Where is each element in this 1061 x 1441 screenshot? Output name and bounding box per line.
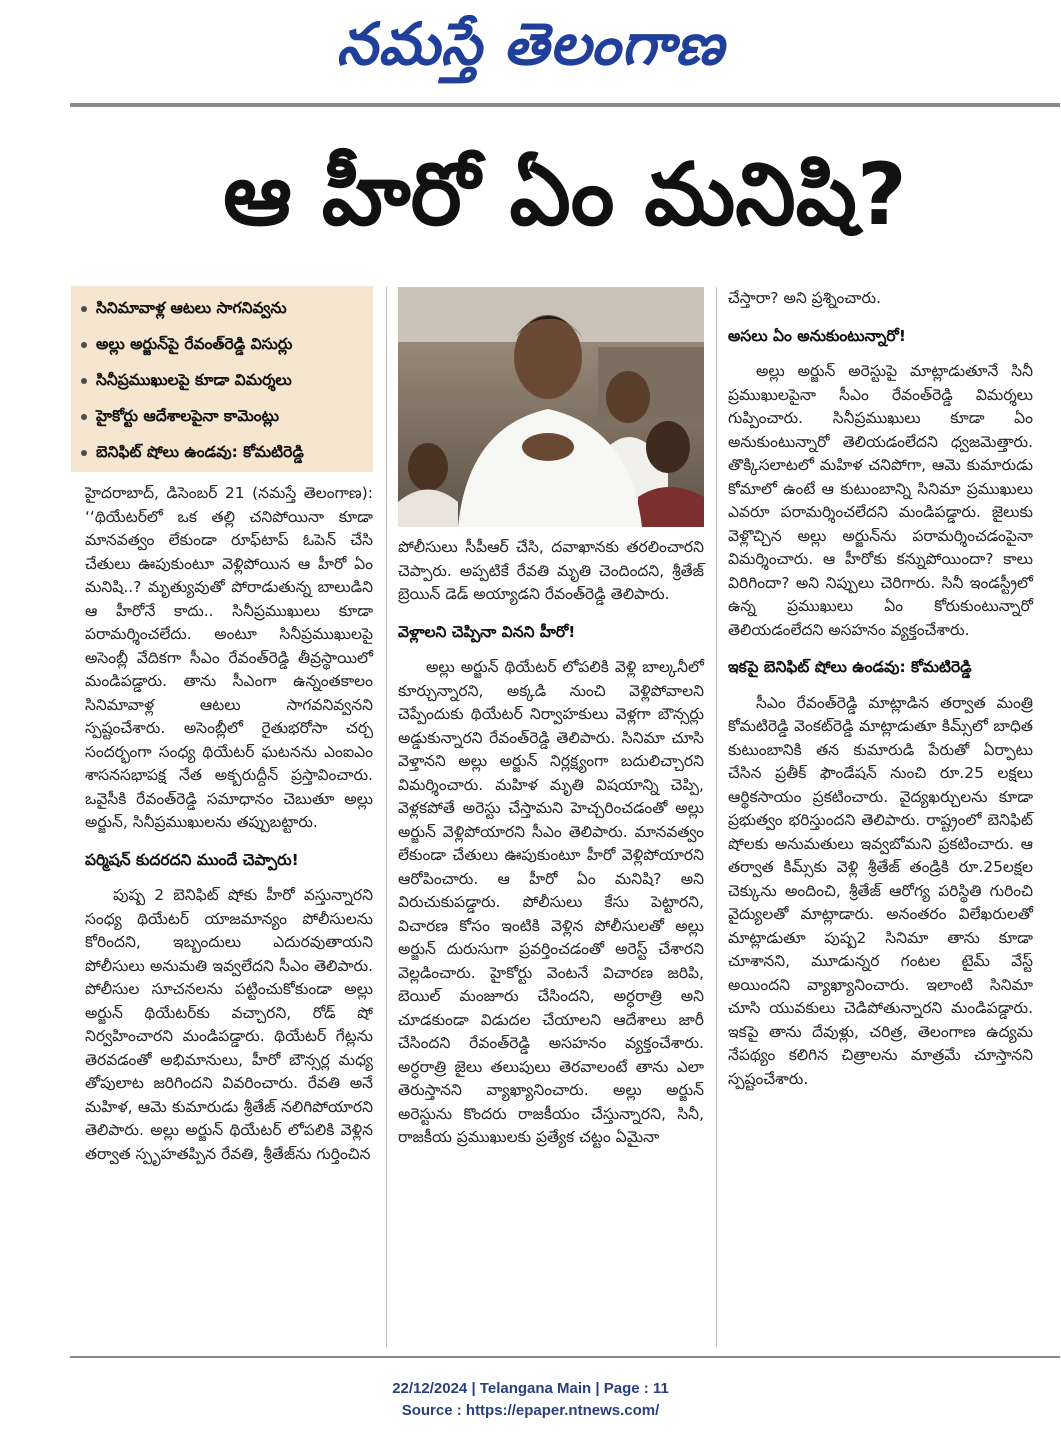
top-rule: [70, 103, 1060, 107]
bullet-icon: [81, 342, 87, 348]
footer-source-link[interactable]: Source : https://epaper.ntnews.com/: [401, 1402, 660, 1419]
article-intro: హైదరాబాద్, డిసెంబర్ 21 (నమస్తే తెలంగాణ): ‘‘థియేటర్‌లో ఒక తల్లి చనిపోయినా కూడా మానవత్వం లేకుండా రూఫ్‌టాప్ ఓపెన్ చేసి చేతులు ఊపుకుంటూ వెళ్లిపోయిన ఆ హీరో ఏం మనిషి..? మృత్యువుతో పోరాడుతున్న బాలుడిని ఆ హీరోనే కాదు.. సినీప్రముఖులు కూడా పరామర్శించలేదు. అంటూ సినీప్రముఖులపై అసెంబ్లీ వేదికగా సీఎం రేవంత్‌రెడ్డి తీవ్రస్థాయిలో మండిపడ్డారు. తాను సీఎంగా ఉన్నంతకాలం సినిమావాళ్ల ఆటలు సాగవనివ్వనని స్పష్టంచేశారు. అసెంబ్లీలో రైతుభరోసా చర్చ సందర్భంగా సంధ్య థియేటర్ ఘటనను ఎంఐఎం శాసనసభాపక్ష నేత అక్బరుద్దీన్ ప్రస్తావించారు. ఒవైసీకి రేవంత్‌రెడ్డి సమాధానం చెబుతూ అల్లు అర్జున్, సినీప్రముఖులను తప్పుబట్టారు.: [85, 484, 373, 831]
column-divider: [716, 287, 717, 1347]
highlight-item: హైకోర్టు ఆదేశాలపైనా కామెంట్లు: [81, 398, 373, 434]
highlight-item: సినీప్రముఖులపై కూడా విమర్శలు: [81, 362, 373, 398]
subheading: ఇకపై బెనిఫిట్ షోలు ఉండవు: కోమటిరెడ్డి: [728, 658, 972, 676]
article-paragraph: పుష్ప 2 బెనిఫిట్ షోకు హీరో వస్తున్నారని సంధ్య థియేటర్ యాజమాన్యం పోలీసులను కోరిందని, ఇబ్బందులు ఎదురవుతాయని పోలీసులు అనుమతి ఇవ్వలేదని సీఎం తెలిపారు. పోలీసుల సూచనలను పట్టించుకోకుండా అల్లు అర్జున్ థియేటర్‌కు వచ్చారని, రోడ్ షో నిర్వహించారని మండిపడ్డారు. థియేటర్ గేట్లను తెరవడంతో అభిమానులు, హీరో బౌన్సర్ల మధ్య తోపులాట జరిగిందని వివరించారు. రేవతి అనే మహిళ, ఆమె కుమారుడు శ్రీతేజ్ నలిగిపోయారని తెలిపారు. అల్లు అర్జున్ థియేటర్ లోపలికి వెళ్లిన తర్వాత స్పృహతప్పిన రేవతి, శ్రీతేజ్‌ను గుర్తించిన: [85, 886, 373, 1163]
article-paragraph: సీఎం రేవంత్‌రెడ్డి మాట్లాడిన తర్వాత మంత్రి కోమటిరెడ్డి వెంకట్‌రెడ్డి మాట్లాడుతూ కిమ్స్‌లో బాధిత కుటుంబానికి తన కుమారుడి పేరుతో ఏర్పాటు చేసిన ప్రతీక్ ఫౌండేషన్ నుంచి రూ.25 లక్షలు ఆర్థికసాయం ప్రకటించారు. వైద్యఖర్చులను కూడా ప్రభుత్వం భరిస్తుందని తెలిపారు. రాష్ట్రంలో బెనిఫిట్ షోలకు అనుమతులు ఇవ్వబోమని ప్రకటించారు. ఆ తర్వాత కిమ్స్‌కు వెళ్లి శ్రీతేజ్ తండ్రికి రూ.25లక్షల చెక్కును అందించి, శ్రీతేజ్ ఆరోగ్య పరిస్థితి గురించి వైద్యులతో మాట్లాడారు. అనంతరం విలేఖరులతో మాట్లాడుతూ పుష్ప2 సినిమా తాను కూడా చూశానని, మూడున్నర గంటల టైమ్ వేస్ట్ అయిందని వ్యాఖ్యానించారు. ఇలాంటి సినిమా చూసి యువకులు చెడిపోతున్నారని మండిపడ్డారు. ఇకపై తాను దేవుళ్లు, చరిత్ర, తెలంగాణ ఉద్యమ నేపథ్యం కలిగిన చిత్రాలను మాత్రమే చూస్తానని స్పష్టంచేశారు.: [728, 693, 1033, 1088]
masthead-logo: నమస్తే తెలంగాణ: [336, 10, 725, 78]
article-paragraph: పోలీసులు సీపీఆర్ చేసి, దవాఖానకు తరలించారని చెప్పారు. అప్పటికే రేవతి మృతి చెందిందని, శ్రీతేజ్ బ్రెయిన్ డెడ్ అయ్యాడని రేవంత్‌రెడ్డి తెలిపారు.: [398, 538, 704, 603]
article-paragraph: అల్లు అర్జున్ థియేటర్ లోపలికి వెళ్లి బాల్కనీలో కూర్చున్నారని, అక్కడి నుంచి వెళ్లిపోవాలని చెప్పేందుకు థియేటర్ నిర్వాహకులు వెళ్లగా బౌన్సర్లు అడ్డుకున్నారని రేవంత్‌రెడ్డి తెలిపారు. సినిమా చూసి వెళ్తానని అల్లు అర్జున్ నిర్లక్ష్యంగా బదులిచ్చారని విమర్శించారు. మహిళ మృతి విషయాన్ని చెప్పి, వెళ్లకపోతే అరెస్టు చేస్తామని హెచ్చరించడంతో అల్లు అర్జున్ వెళ్లిపోయారని సీఎం తెలిపారు. మానవత్వం లేకుండా చేతులు ఊపుకుంటూ హీరో వెళ్లిపోయారని ఆరోపించారు. ఆ హీరో ఏం మనిషి? అని విరుచుకుపడ్డారు. పోలీసులు కేసు పెట్టారని, విచారణ కోసం ఇంటికి వెళ్లిన పోలీసులతో అల్లు అర్జున్ దురుసుగా ప్రవర్తించడంతో అరెస్ట్ చేశారని వెల్లడించారు. హైకోర్టు వెంటనే విచారణ జరిపి, బెయిల్ మంజూరు చేసిందని, అర్ధరాత్రి అని చూడకుండా విడుదల చేయాలని ఆదేశాలు జారీ చేసిందని రేవంత్‌రెడ్డి అసహనం వ్యక్తంచేశారు. అర్ధరాత్రి జైలు తలుపులు తెరవాలంటే తాను ఎలా తెరుస్తానని వ్యాఖ్యానించారు. అల్లు అర్జున్ అరెస్టును కొందరు రాజకీయం చేస్తున్నారని, సినీ, రాజకీయ ప్రముఖులకు ప్రత్యేక చట్టం ఏమైనా: [398, 658, 704, 1146]
article-paragraph: చేస్తారా? అని ప్రశ్నించారు.: [728, 289, 881, 307]
article-paragraph: అల్లు అర్జున్ అరెస్టుపై మాట్లాడుతూనే సినీ ప్రముఖులపైనా సీఎం రేవంత్‌రెడ్డి విమర్శలు గుప్పించారు. సినీప్రముఖులు కూడా ఏం అనుకుంటున్నారో తెలియడంలేదని ధ్వజమెత్తారు. తొక్కిసలాటలో మహిళ చనిపోగా, ఆమె కుమారుడు కోమాలో ఉంటే ఆ కుటుంబాన్ని సినిమా ప్రముఖులు ఎవరూ పరామర్శించలేదని మండిపడ్డారు. జైలుకు వెళ్లొచ్చిన అల్లు అర్జున్‌ను పరామర్శించడంపైనా విమర్శించారు. ఆ హీరోకు కన్నుపోయిందా? కాలు విరిగిందా? అని నిప్పులు చెరిగారు. సినీ ఇండస్ట్రీలో ఉన్న ప్రముఖులు ఏం కోరుకుంటున్నారో తెలియడంలేదని అసహనం వ్యక్తంచేశారు.: [728, 362, 1033, 639]
article-column-2: [398, 536, 704, 1150]
bullet-icon: [81, 414, 87, 420]
bullet-icon: [81, 378, 87, 384]
headline: ఆ హీరో ఏం మనిషి?: [223, 145, 907, 245]
bullet-icon: [81, 306, 87, 312]
subheading: వెళ్లాలని చెప్పినా వినని హీరో!: [398, 622, 576, 641]
article-column-3: [728, 287, 1033, 1091]
highlight-item: బెనిఫిట్ షోలు ఉండవు: కోమటిరెడ్డి: [81, 434, 373, 470]
article-column-1: [85, 482, 373, 1166]
highlight-item: సినిమావాళ్ల ఆటలు సాగనివ్వను: [81, 290, 373, 326]
bullet-icon: [81, 450, 87, 456]
bottom-rule: [70, 1356, 1060, 1358]
highlight-item: అల్లు అర్జున్‌పై రేవంత్‌రెడ్డి విసుర్లు: [81, 326, 373, 362]
news-photo: [398, 287, 704, 527]
highlights-box: [71, 286, 373, 472]
photo-illustration: [398, 287, 704, 527]
subheading: అసలు ఏం అనుకుంటున్నారో!: [728, 326, 906, 345]
column-divider: [386, 287, 387, 1347]
subheading: పర్మిషన్ కుదరదని ముందే చెప్పారు!: [85, 850, 299, 869]
footer-date-edition: 22/12/2024 | Telangana Main | Page : 11: [392, 1380, 669, 1397]
